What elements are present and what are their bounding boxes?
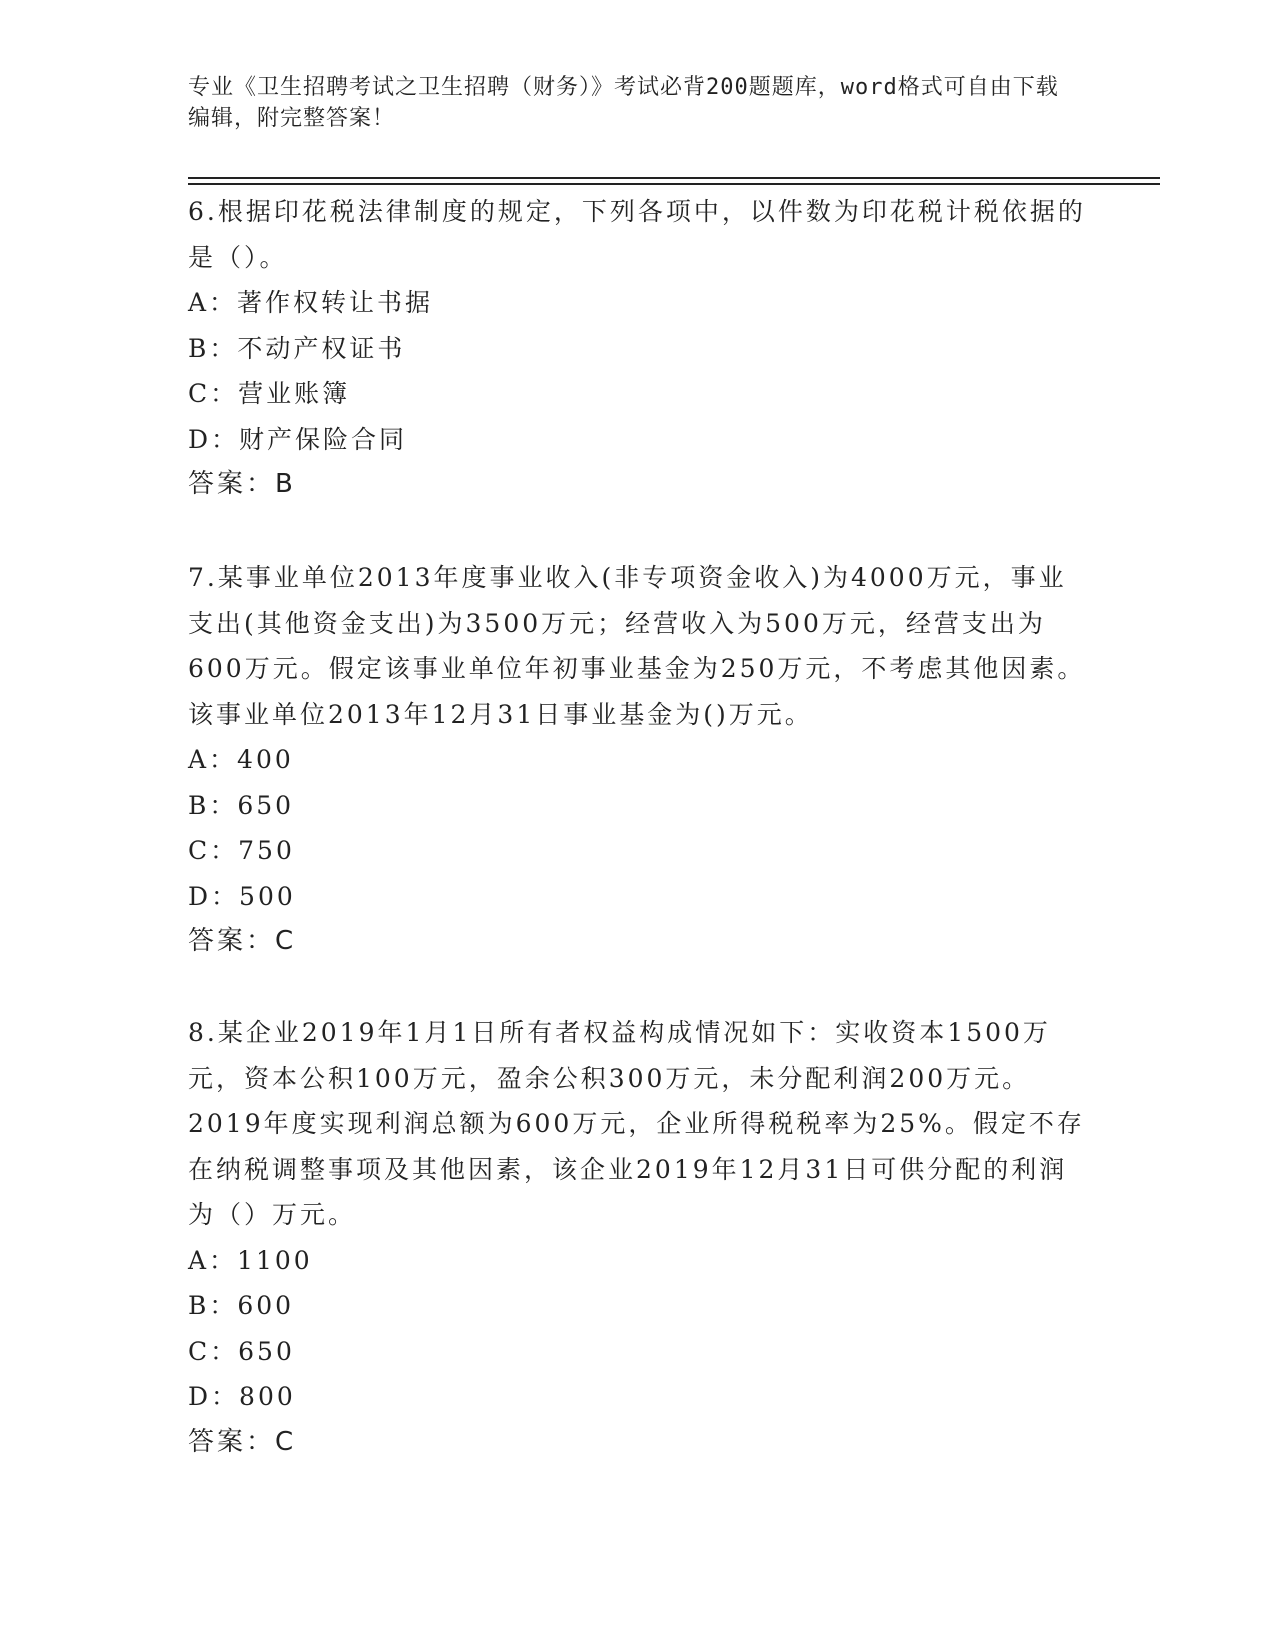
header-divider-bottom — [188, 183, 1160, 185]
option-c: C：650 — [188, 1336, 295, 1366]
option-b: B：不动产权证书 — [188, 333, 406, 363]
option-c: C：750 — [188, 836, 295, 865]
option-c: C：营业账簿 — [188, 379, 351, 408]
header-divider-top — [188, 177, 1160, 179]
question-7 — [188, 555, 1088, 965]
option-d: D：500 — [188, 881, 296, 911]
option-d: D：财产保险合同 — [188, 424, 408, 454]
option-a: A：著作权转让书据 — [188, 288, 434, 317]
option-b: B：600 — [188, 1291, 295, 1320]
question-6 — [188, 189, 1088, 508]
answer: 答案：C — [188, 926, 297, 956]
answer: 答案：B — [188, 469, 296, 499]
option-a: A：1100 — [188, 1245, 313, 1275]
question-8 — [188, 1010, 1088, 1465]
question-stem: 8.某企业2019年1月1日所有者权益构成情况如下：实收资本1500万元，资本公积100万元，盈余公积300万元，未分配利润200万元。2019年度实现利润总额为600万元，企业所得税税率为25%。假定不存在纳税调整事项及其他因素，该企业2019年12月31日可供分配的利润为（）万元。 — [188, 1018, 1085, 1229]
document-header: 专业《卫生招聘考试之卫生招聘（财务）》考试必背200题题库，word格式可自由下载编辑，附完整答案！ — [188, 75, 1059, 131]
option-a: A：400 — [188, 745, 294, 774]
question-stem: 6.根据印花税法律制度的规定，下列各项中，以件数为印花税计税依据的是（）。 — [188, 197, 1086, 272]
question-stem: 7.某事业单位2013年度事业收入(非专项资金收入)为4000万元，事业支出(其他资金支出)为3500万元；经营收入为500万元，经营支出为600万元。假定该事业单位年初事业基金为250万元，不考虑其他因素。该事业单位2013年12月31日事业基金为()万元。 — [188, 563, 1086, 729]
option-d: D：800 — [188, 1382, 296, 1411]
option-b: B：650 — [188, 790, 295, 820]
answer: 答案：C — [188, 1426, 297, 1457]
